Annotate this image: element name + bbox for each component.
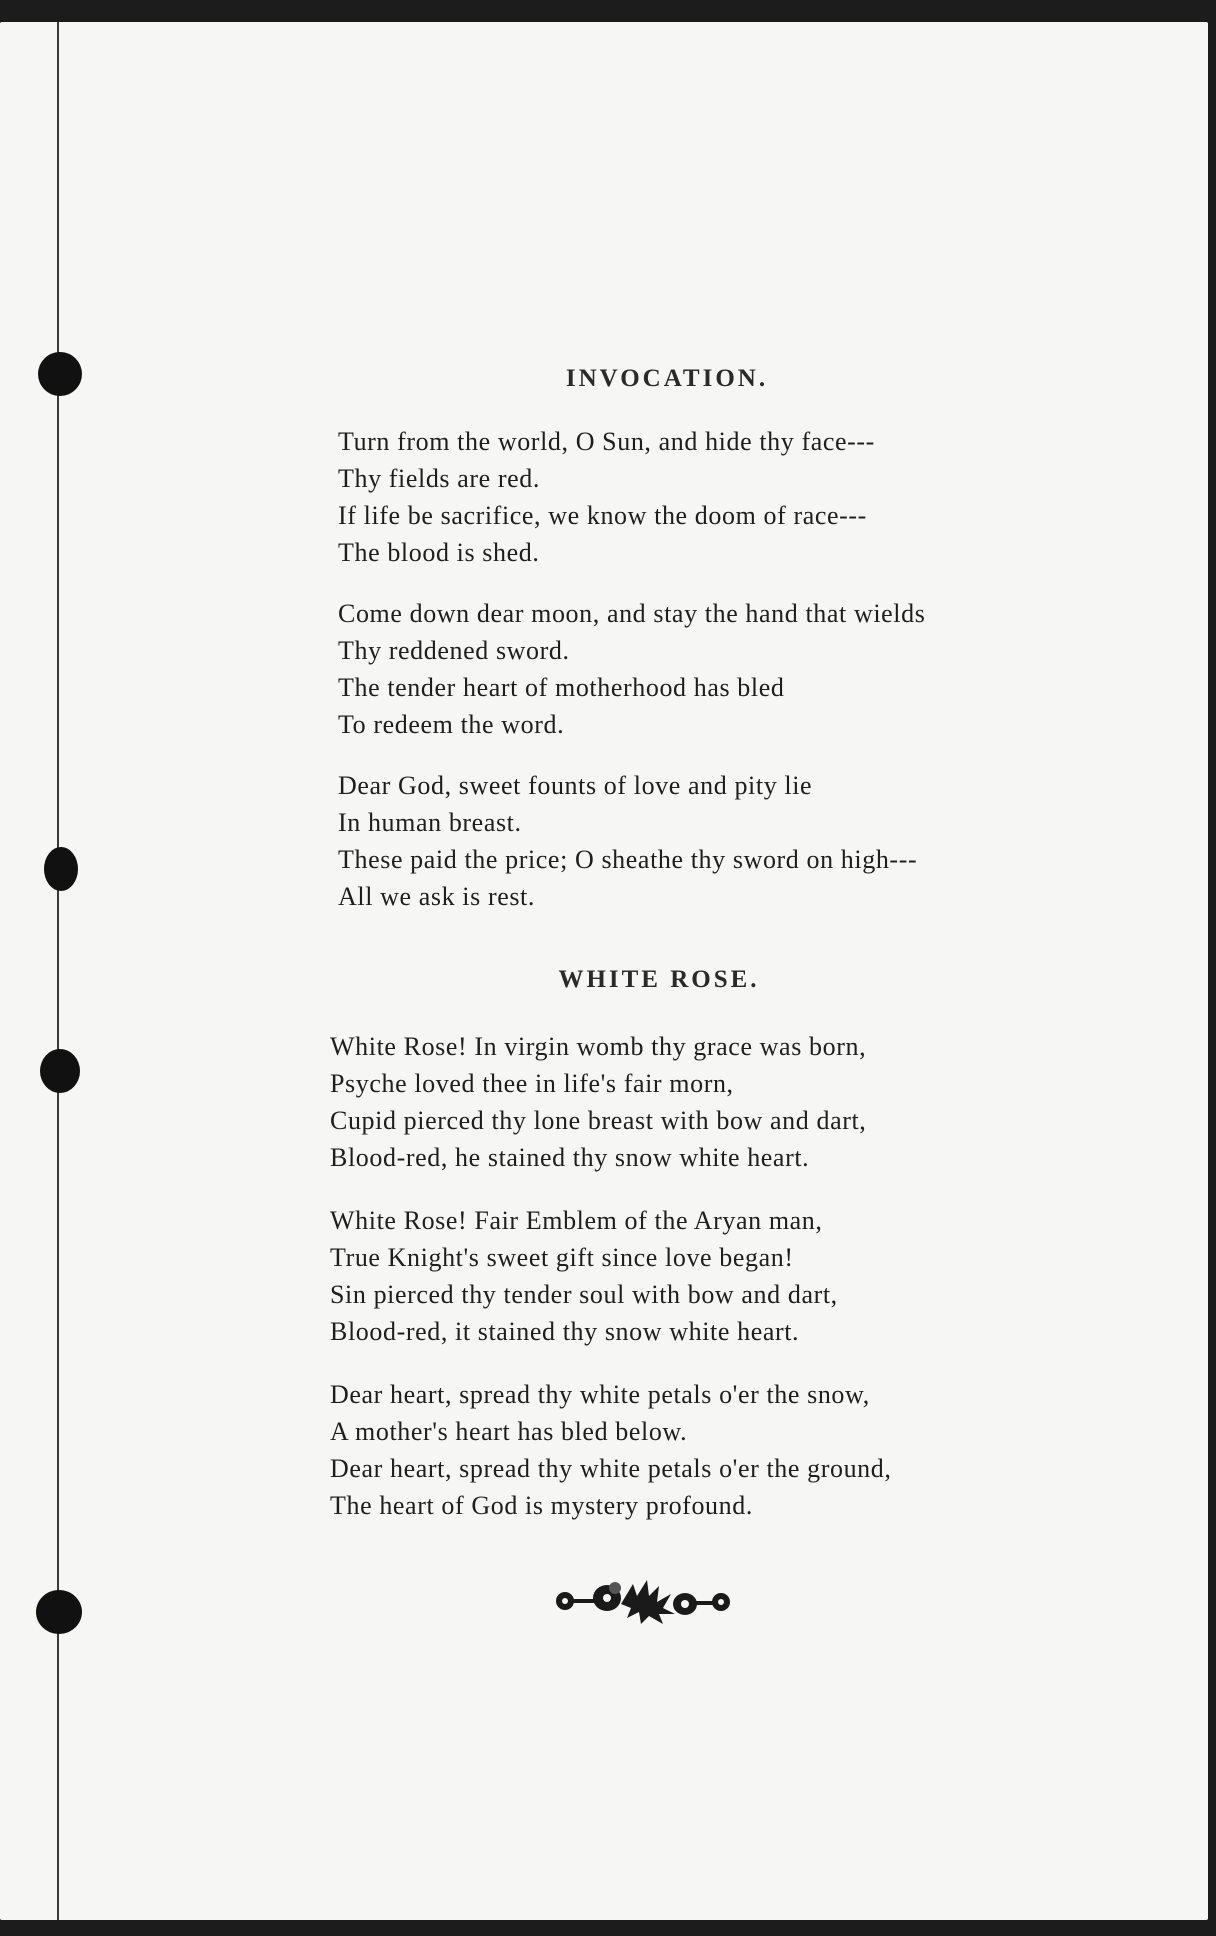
verse-line: Thy fields are red. xyxy=(338,464,540,493)
thistle-ornament-icon xyxy=(555,1574,731,1626)
verse-line: Turn from the world, O Sun, and hide thy face--- xyxy=(338,427,875,456)
verse-line: The heart of God is mystery profound. xyxy=(330,1491,753,1520)
stanza xyxy=(330,1028,1070,1176)
verse-line: Blood-red, he stained thy snow white heart. xyxy=(330,1143,810,1172)
punch-hole xyxy=(38,352,82,396)
verse-line: Cupid pierced thy lone breast with bow and dart, xyxy=(330,1106,867,1135)
stanza xyxy=(338,595,1078,743)
stanza xyxy=(330,1202,1070,1350)
verse-line: A mother's heart has bled below. xyxy=(330,1417,688,1446)
verse-line: White Rose! Fair Emblem of the Aryan man, xyxy=(330,1206,823,1235)
stanza xyxy=(338,767,1078,915)
stanza xyxy=(330,1376,1070,1524)
punch-hole xyxy=(36,1590,82,1634)
verse-line: Blood-red, it stained thy snow white heart. xyxy=(330,1317,800,1346)
verse-line: In human breast. xyxy=(338,808,522,837)
verse-line: White Rose! In virgin womb thy grace was born, xyxy=(330,1032,867,1061)
poem-title: WHITE ROSE. xyxy=(558,966,760,993)
verse-line: True Knight's sweet gift since love began! xyxy=(330,1243,794,1272)
punch-hole xyxy=(40,1049,80,1093)
poem-white-rose xyxy=(330,966,1070,1550)
verse-line: Dear God, sweet founts of love and pity lie xyxy=(338,771,813,800)
verse-line: The blood is shed. xyxy=(338,538,540,567)
verse-line: Thy reddened sword. xyxy=(338,636,570,665)
verse-line: The tender heart of motherhood has bled xyxy=(338,673,785,702)
verse-line: All we ask is rest. xyxy=(338,882,535,911)
verse-line: To redeem the word. xyxy=(338,710,565,739)
verse-line: Come down dear moon, and stay the hand that wields xyxy=(338,599,926,628)
verse-line: Psyche loved thee in life's fair morn, xyxy=(330,1069,734,1098)
poem-title: INVOCATION. xyxy=(565,365,769,392)
verse-line: If life be sacrifice, we know the doom of race--- xyxy=(338,501,867,530)
verse-line: Dear heart, spread thy white petals o'er the ground, xyxy=(330,1454,892,1483)
binding-line xyxy=(57,22,59,1920)
poem-invocation xyxy=(338,365,1078,939)
stanza xyxy=(338,423,1078,571)
punch-hole xyxy=(44,847,78,891)
verse-line: Dear heart, spread thy white petals o'er the snow, xyxy=(330,1380,870,1409)
verse-line: These paid the price; O sheathe thy sword on high--- xyxy=(338,845,918,874)
verse-line: Sin pierced thy tender soul with bow and dart, xyxy=(330,1280,838,1309)
